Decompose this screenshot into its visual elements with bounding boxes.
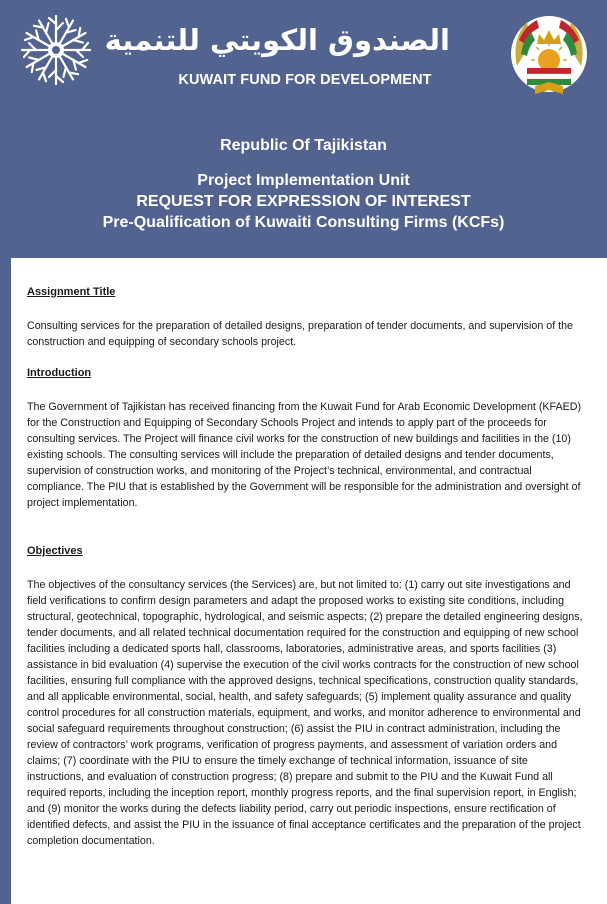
objectives-text: The objectives of the consultancy services (the Services) are, but not limited to: (1) carry out site investigations and field verifications to confirm design parameters and adapt the proposed works to existing site conditions, including structural, geotechnical, topographic, hydrological, and seismic aspects; (2) prepare the detailed engineering designs, tender documents, and all related technical documentation required for the construction and equipping of new school facilities including a dedicated sports hall, classrooms, laboratories, administrative areas, and sports facilities (3) assistance in bid evaluation (4) supervise the execution of the civil works contracts for the construction of new school facilities, ensuring full compliance with the approved designs, technical specifications, construction quality standards, and all applicable environmental, social, health, and safety safeguards; (5) implement quality assurance and quality control procedures for all construction materials, equipment, and works, and monitor adherence to environmental and social safeguard requirements throughout construction; (6) assist the PIU in contract administration, including the review of contractors’ work programs, verification of progress payments, and assessment of variation orders and claims; (7) coordinate with the PIU to ensure the timely exchange of technical information, issuance of site instructions, and evaluation of construction progress; (8) prepare and submit to the PIU and the Kuwait Fund all required reports, including the inception report, monthly progress reports, and the final supervision report, in English; and (9) monitor the works during the defects liability period, carry out periodic inspections, ensure rectification of identified defects, and assist the PIU in the issuance of final acceptance certificates and the preparation of the project completion documentation. xyxy=(27,579,583,847)
country-name: Republic Of Tajikistan xyxy=(220,137,387,154)
introduction-text: The Government of Tajikistan has received financing from the Kuwait Fund for Arab Economic Development (KFAED) for the Construction and Equipping of Secondary Schools Project and intends to apply part of the proceeds for consulting services. The Project will finance civil works for the construction of new buildings and facilities in the (10) existing schools. The consulting services will include the preparation of detailed designs and tender documents, supervision of construction works, and monitoring of the Project’s technical, environmental, and contractual compliance. The PIU that is established by the Government will be responsible for the administration and oversight of project implementation. xyxy=(27,401,582,509)
assignment-text: Consulting services for the preparation of detailed designs, preparation of tender documents, and supervision of the construction and equipping of secondary schools project. xyxy=(27,320,573,348)
objectives-heading: Objectives xyxy=(27,545,83,557)
org-name-english: KUWAIT FUND FOR DEVELOPMENT xyxy=(178,72,432,88)
subtitle: Pre-Qualification of Kuwaiti Consulting Firms (KCFs) xyxy=(102,214,505,231)
unit-name: Project Implementation Unit xyxy=(197,172,410,189)
org-name-arabic: الصندوق الكويتي للتنمية xyxy=(104,23,450,57)
document-body xyxy=(11,258,607,904)
header-band xyxy=(0,0,607,258)
kuwait-fund-emblem-icon xyxy=(16,10,96,90)
request-title: REQUEST FOR EXPRESSION OF INTEREST xyxy=(136,193,471,210)
assignment-title-heading: Assignment Title xyxy=(27,286,116,298)
tajikistan-coat-of-arms-icon xyxy=(509,10,589,105)
introduction-heading: Introduction xyxy=(27,367,92,379)
